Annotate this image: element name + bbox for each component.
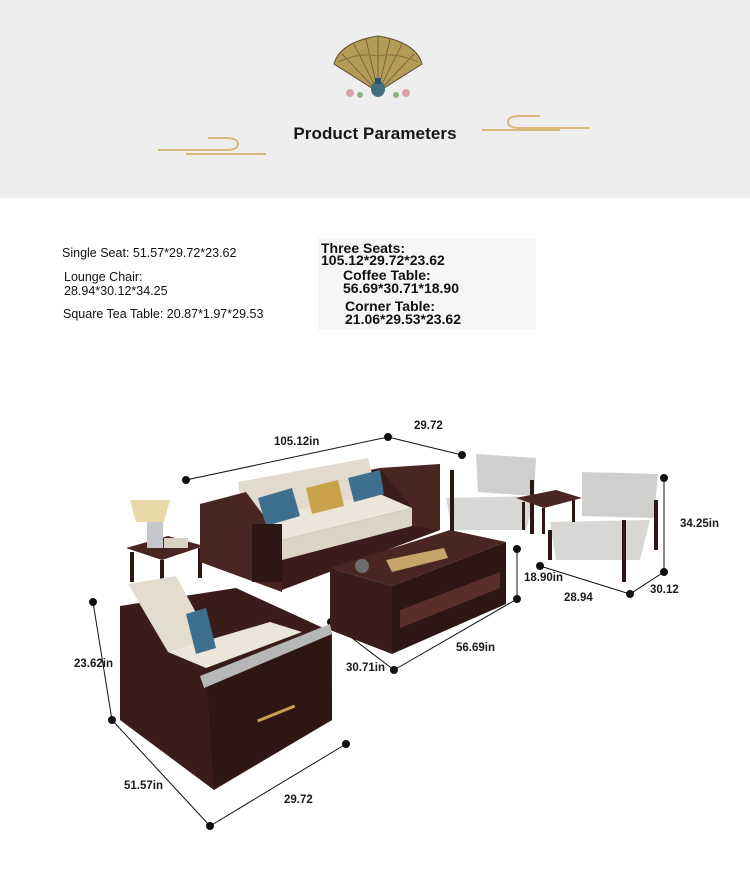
corner-table bbox=[126, 500, 204, 588]
spec-single-seat: Single Seat: 51.57*29.72*23.62 bbox=[62, 246, 237, 260]
dim-single-width: 51.57in bbox=[124, 780, 163, 792]
spec-corner-table-label: Corner Table: bbox=[345, 298, 435, 314]
spec-three-seats-value: 105.12*29.72*23.62 bbox=[321, 252, 445, 268]
spec-square-tea-table: Square Tea Table: 20.87*1.97*29.53 bbox=[63, 307, 264, 321]
dim-coffee-height: 18.90in bbox=[524, 572, 563, 584]
single-seat-sofa bbox=[120, 576, 332, 790]
dim-sofa-depth: 29.72 bbox=[414, 420, 443, 432]
dim-sofa-length: 105.12in bbox=[274, 436, 320, 448]
spec-corner-table-value: 21.06*29.53*23.62 bbox=[345, 311, 461, 327]
page-title: Product Parameters bbox=[293, 124, 457, 143]
dim-single-height: 23.62in bbox=[74, 658, 113, 670]
spec-coffee-table-value: 56.69*30.71*18.90 bbox=[343, 280, 459, 296]
spec-lounge-chair-value: 28.94*30.12*34.25 bbox=[64, 284, 168, 298]
dim-chair-height: 34.25in bbox=[680, 518, 719, 530]
dim-chair-depth: 30.12 bbox=[650, 584, 679, 596]
dim-chair-width: 28.94 bbox=[564, 592, 593, 604]
dim-coffee-depth: 30.71in bbox=[346, 662, 385, 674]
dim-coffee-length: 56.69in bbox=[456, 642, 495, 654]
spec-coffee-table-label: Coffee Table: bbox=[343, 267, 431, 283]
spec-lounge-chair-label: Lounge Chair: bbox=[64, 270, 143, 284]
dim-single-depth: 29.72 bbox=[284, 794, 313, 806]
spec-three-seats-label: Three Seats: bbox=[321, 240, 406, 256]
lounge-chair-2 bbox=[548, 472, 658, 582]
